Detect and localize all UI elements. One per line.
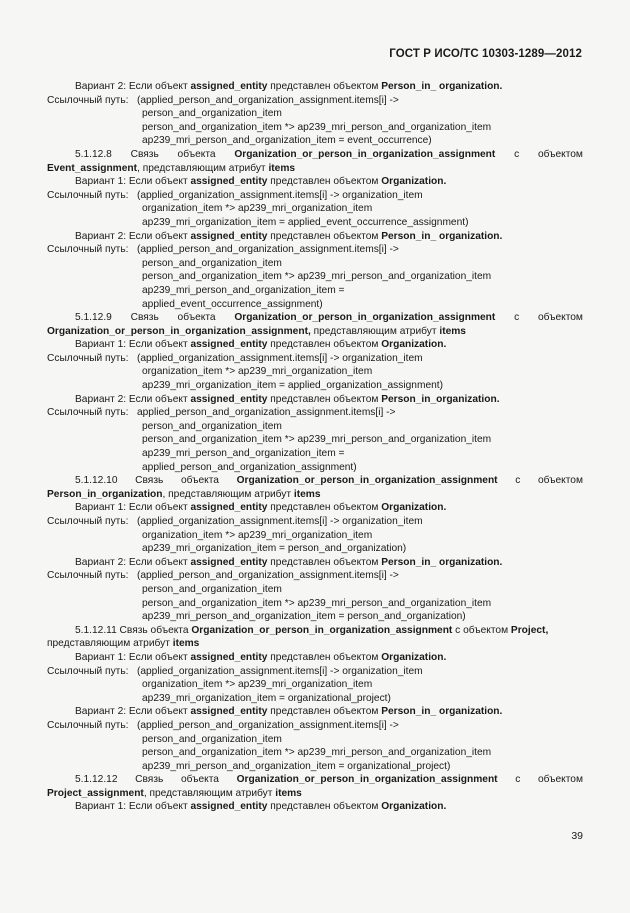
text-span: 5.1.12.10: [75, 475, 118, 487]
bold-term: assigned_entity: [190, 651, 268, 663]
text-span: applied_person_and_organization_assignment): [142, 461, 357, 473]
text-span: Вариант 1: Если объект: [75, 801, 191, 813]
text-span: ap239_mri_person_and_organization_item = person_and_organization): [142, 611, 466, 623]
text-span: person_and_organization_item *> ap239_mri_person_and_organization_item: [142, 121, 492, 133]
bold-term: Event_assignment: [47, 162, 138, 174]
text-span: представлен объектом: [267, 556, 382, 568]
bold-term: items: [439, 325, 466, 337]
text-span: Ссылочный путь: (applied_organization_assignment.items[i] -> organization_item: [47, 665, 423, 677]
text-line: [47, 94, 583, 108]
text-span: представлен объектом: [267, 81, 382, 92]
text-span: 5.1.12.8: [75, 148, 112, 160]
text-line: [47, 637, 583, 651]
text-span: person_and_organization_item *> ap239_mri_person_and_organization_item: [142, 747, 492, 759]
text-line: [47, 393, 583, 407]
text-span: person_and_organization_item: [142, 108, 282, 120]
text-line: [47, 134, 583, 148]
text-span: представлен объектом: [267, 176, 382, 188]
text-line: [47, 216, 583, 230]
bold-term: Person_in_ organization.: [381, 81, 503, 92]
text-line: [47, 80, 583, 94]
bold-term: assigned_entity: [190, 176, 268, 188]
text-span: объекта: [180, 774, 219, 786]
bold-term: Organization_or_person_in_organization_assignment: [236, 774, 498, 786]
bold-term: assigned_entity: [190, 502, 268, 514]
text-line: [47, 447, 583, 461]
text-span: Ссылочный путь: (applied_organization_assignment.items[i] -> organization_item: [47, 352, 423, 364]
text-span: объектом: [537, 312, 583, 324]
text-line: [47, 121, 583, 135]
text-span: с: [514, 148, 520, 160]
text-line: [47, 461, 583, 475]
bold-term: assigned_entity: [190, 706, 268, 718]
text-span: person_and_organization_item *> ap239_mri_person_and_organization_item: [142, 597, 492, 609]
text-line: [47, 433, 583, 447]
text-span: объектом: [537, 475, 583, 487]
text-span: ap239_mri_organization_item = applied_organization_assignment): [142, 380, 444, 392]
text-line: [47, 569, 583, 583]
text-span: ap239_mri_person_and_organization_item = event_occurrence): [142, 135, 432, 147]
text-line: [47, 583, 583, 597]
text-line: [47, 352, 583, 366]
bold-term: Person_in_ organization.: [381, 706, 503, 718]
text-span: Ссылочный путь: (applied_person_and_organization_assignment.items[i] ->: [47, 719, 399, 731]
bold-term: Organization_or_person_in_organization_assignment: [234, 148, 496, 160]
text-span: представлен объектом: [267, 502, 382, 514]
text-span: person_and_organization_item: [142, 583, 282, 595]
text-span: Связь: [130, 148, 159, 160]
text-span: Ссылочный путь: applied_person_and_organization_assignment.items[i] ->: [47, 407, 396, 419]
text-line: [47, 284, 583, 298]
text-span: с: [515, 774, 521, 786]
text-span: Ссылочный путь: (applied_person_and_organization_assignment.items[i] ->: [47, 94, 399, 106]
bold-term: items: [275, 787, 302, 799]
text-span: Вариант 2: Если объект: [75, 556, 191, 568]
text-line: [47, 474, 583, 488]
text-line: [47, 202, 583, 216]
document-standard-header: ГОСТ Р ИСО/ТС 10303-1289—2012: [389, 48, 582, 60]
text-span: Вариант 2: Если объект: [75, 81, 191, 92]
text-line: [47, 800, 583, 814]
text-span: Вариант 1: Если объект: [75, 502, 191, 514]
text-line: [47, 420, 583, 434]
text-line: [47, 175, 583, 189]
text-line: [47, 542, 583, 556]
text-line: [47, 365, 583, 379]
text-line: [47, 773, 583, 787]
text-line: [47, 162, 583, 176]
text-span: , представляющим атрибут: [137, 162, 269, 174]
text-span: organization_item *> ap239_mri_organization_item: [142, 366, 373, 378]
bold-term: Organization.: [381, 502, 447, 514]
bold-term: Person_in_ organization.: [381, 230, 503, 242]
bold-term: assigned_entity: [190, 801, 268, 813]
text-span: представлен объектом: [267, 339, 382, 351]
text-span: объектом: [537, 774, 583, 786]
bold-term: assigned_entity: [190, 339, 268, 351]
text-span: представлен объектом: [267, 651, 382, 663]
text-line: [47, 501, 583, 515]
text-span: ap239_mri_person_and_organization_item =: [142, 284, 345, 296]
text-line: [47, 325, 583, 339]
text-span: ap239_mri_person_and_organization_item =: [142, 448, 345, 460]
text-span: 5.1.12.9: [75, 312, 112, 324]
text-span: с объектом: [452, 624, 511, 636]
text-line: [47, 515, 583, 529]
bold-term: assigned_entity: [190, 81, 268, 92]
bold-term: Organization.: [381, 651, 447, 663]
text-span: Ссылочный путь: (applied_organization_assignment.items[i] -> organization_item: [47, 516, 423, 527]
text-span: person_and_organization_item: [142, 420, 282, 432]
page-number: 39: [571, 830, 583, 842]
text-span: Вариант 1: Если объект: [75, 339, 191, 351]
text-line: [47, 746, 583, 760]
text-span: ap239_mri_person_and_organization_item = organizational_project): [142, 760, 451, 772]
text-span: ap239_mri_organization_item = applied_event_occurrence_assignment): [142, 216, 469, 228]
bold-term: Person_in_ organization.: [381, 556, 503, 568]
text-line: [47, 651, 583, 665]
text-span: представлен объектом: [267, 801, 382, 813]
text-line: [47, 338, 583, 352]
text-span: Вариант 2: Если объект: [75, 706, 191, 718]
text-span: Связь: [135, 774, 164, 786]
text-span: applied_event_occurrence_assignment): [142, 298, 323, 310]
text-span: ap239_mri_organization_item = person_and_organization): [142, 543, 407, 555]
bold-term: Organization_or_person_in_organization_assignment: [236, 475, 498, 487]
text-line: [47, 733, 583, 747]
text-span: объектом: [537, 148, 583, 160]
text-span: Ссылочный путь: (applied_person_and_organization_assignment.items[i] ->: [47, 570, 399, 582]
text-span: organization_item *> ap239_mri_organization_item: [142, 529, 373, 541]
text-line: [47, 298, 583, 312]
text-span: представляющим атрибут: [47, 638, 173, 650]
text-span: Ссылочный путь: (applied_person_and_organization_assignment.items[i] ->: [47, 244, 399, 256]
text-span: Вариант 1: Если объект: [75, 651, 191, 663]
bold-term: assigned_entity: [190, 230, 268, 242]
text-span: объекта: [177, 148, 216, 160]
text-span: Ссылочный путь: (applied_organization_assignment.items[i] -> organization_item: [47, 189, 423, 201]
bold-term: items: [268, 162, 296, 174]
text-span: Вариант 1: Если объект: [75, 176, 191, 188]
text-line: [47, 705, 583, 719]
text-line: [47, 529, 583, 543]
text-span: , представляющим атрибут: [162, 488, 294, 500]
text-span: Связь: [135, 475, 164, 487]
text-line: [47, 257, 583, 271]
text-span: person_and_organization_item: [142, 733, 282, 745]
text-line: [47, 488, 583, 502]
text-line: [47, 189, 583, 203]
text-line: [47, 406, 583, 420]
text-span: person_and_organization_item *> ap239_mri_person_and_organization_item: [142, 434, 492, 446]
bold-term: Person_in_organization: [47, 488, 163, 500]
text-line: [47, 719, 583, 733]
text-span: представлен объектом: [267, 393, 382, 405]
text-span: person_and_organization_item *> ap239_mri_person_and_organization_item: [142, 271, 492, 283]
bold-term: items: [172, 638, 200, 650]
text-span: organization_item *> ap239_mri_organization_item: [142, 679, 373, 691]
text-span: представляющим атрибут: [310, 325, 440, 337]
text-line: [47, 597, 583, 611]
text-line: [47, 243, 583, 257]
document-body: [47, 80, 583, 814]
text-span: представлен объектом: [267, 706, 382, 718]
bold-term: Organization_or_person_in_organization_assignment: [234, 312, 496, 324]
bold-term: items: [293, 488, 321, 500]
bold-term: Organization.: [381, 801, 447, 813]
bold-term: Project,: [510, 624, 549, 636]
bold-term: Person_in_organization.: [381, 393, 500, 405]
text-line: [47, 787, 583, 801]
text-span: объекта: [177, 312, 216, 324]
text-span: organization_item *> ap239_mri_organization_item: [142, 203, 373, 215]
bold-term: Organization.: [381, 176, 447, 188]
text-line: [47, 556, 583, 570]
bold-term: Organization_or_person_in_organization_assignment: [191, 624, 453, 636]
text-line: [47, 230, 583, 244]
text-line: [47, 311, 583, 325]
text-line: [47, 624, 583, 638]
text-line: [47, 678, 583, 692]
text-span: Связь: [130, 312, 159, 324]
text-line: [47, 692, 583, 706]
text-line: [47, 270, 583, 284]
text-line: [47, 665, 583, 679]
text-line: [47, 107, 583, 121]
text-span: с: [515, 475, 521, 487]
text-line: [47, 148, 583, 162]
text-line: [47, 379, 583, 393]
text-line: [47, 760, 583, 774]
text-span: Вариант 2: Если объект: [75, 393, 191, 405]
text-span: представлен объектом: [267, 230, 382, 242]
text-line: [47, 610, 583, 624]
text-span: , представляющим атрибут: [143, 787, 276, 799]
bold-term: assigned_entity: [190, 556, 268, 568]
text-span: Вариант 2: Если объект: [75, 230, 191, 242]
text-span: с: [514, 312, 520, 324]
text-span: 5.1.12.12: [75, 774, 118, 786]
text-span: объекта: [180, 475, 219, 487]
text-span: 5.1.12.11 Связь объекта: [75, 624, 192, 636]
text-span: ap239_mri_organization_item = organizational_project): [142, 692, 391, 704]
bold-term: Project_assignment: [47, 787, 144, 799]
bold-term: Organization.: [381, 339, 447, 351]
bold-term: assigned_entity: [190, 393, 268, 405]
bold-term: Organization_or_person_in_organization_assignment,: [47, 325, 311, 337]
text-span: person_and_organization_item: [142, 257, 282, 269]
